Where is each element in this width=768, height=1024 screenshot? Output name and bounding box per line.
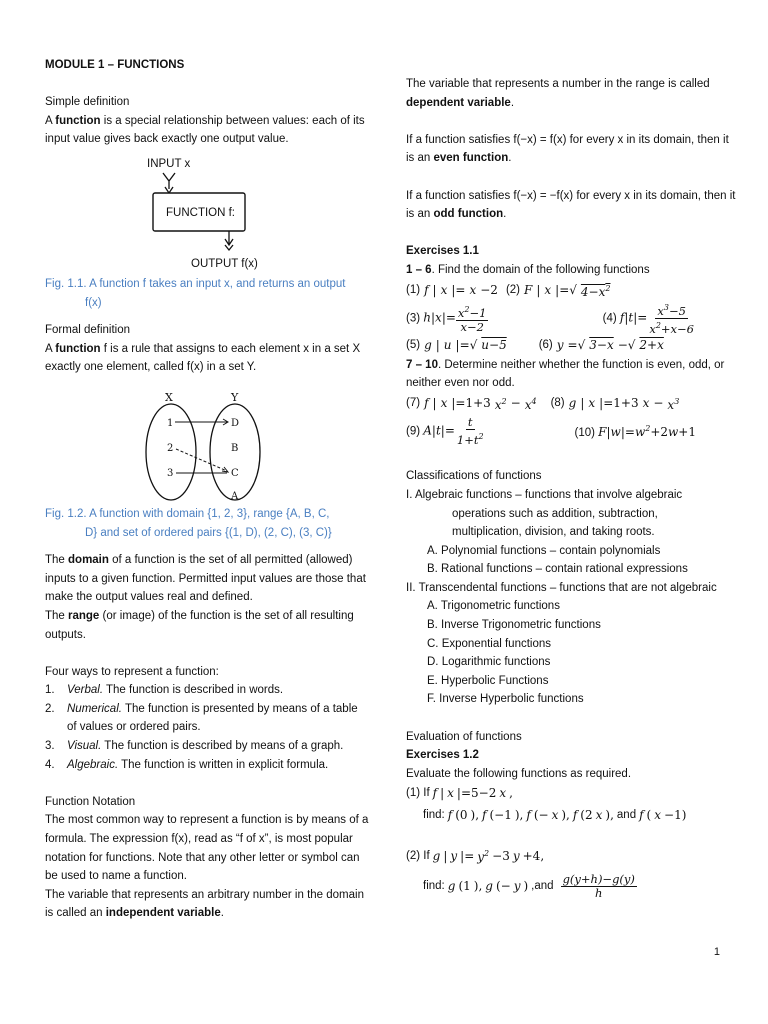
way-item: 4. Algebraic. The function is written in explicit formula.	[45, 758, 329, 771]
domain-element: 2	[167, 442, 174, 454]
exercise-row: (1) If f | x |=5−2 x ,	[406, 786, 513, 801]
right-column	[406, 75, 736, 906]
domain-element: 3	[167, 467, 174, 479]
classification-algebraic: I. Algebraic functions – functions that involve algebraic	[406, 488, 683, 501]
mapping-diagram	[45, 377, 370, 507]
input-label: INPUT x	[147, 157, 191, 170]
function-notation-heading: Function Notation	[45, 795, 136, 808]
way-item: 1. Verbal. The function is described in words.	[45, 684, 284, 697]
exercises-1-2-instructions: Evaluate the following functions as required.	[406, 767, 632, 780]
odd-function-text: If a function satisfies f(−x) = −f(x) for every x in its domain, then it is an odd function.	[406, 189, 736, 221]
four-ways-heading: Four ways to represent a function:	[45, 665, 219, 678]
even-function-text: If a function satisfies f(−x) = f(x) for every x in its domain, then it is an even function.	[406, 133, 729, 165]
classification-item: B. Rational functions – contain rational expressions	[427, 563, 688, 576]
fig2-caption: Fig. 1.2. A function with domain {1, 2, 3}, range {A, B, C,	[45, 507, 330, 520]
page-number: 1	[713, 946, 720, 958]
exercise-row: (1) f | x |= x −2 (2) F | x |=√ $4-x^2$	[406, 283, 611, 299]
function-notation-text: The most common way to represent a function is by means of a formula. The expression f(x), read as “f of x”, is most popular notation for functions. Note that any other letter or symbol can be used to name a function.	[45, 814, 369, 883]
way-item: 3. Visual. The function is described by means of a graph.	[45, 740, 344, 753]
output-label: OUTPUT f(x)	[191, 257, 258, 270]
classification-item: C. Exponential functions	[427, 637, 552, 650]
classification-item: E. Hyperbolic Functions	[427, 674, 549, 687]
exercise-row: (7) f | x |=1+3 $x^2$ − $x^4$ (8) g | x |=1+3 x − $x^3$	[406, 396, 680, 412]
classification-text: operations such as addition, subtraction,	[452, 507, 658, 520]
exercises-1-1-instructions: 1 – 6. Find the domain of the following functions	[406, 263, 650, 276]
evaluation-heading: Evaluation of functions	[406, 730, 522, 743]
exercise-row: (2) If g | y |= $y^2$ −3 y +4,	[406, 848, 545, 865]
range-element: D	[231, 417, 240, 429]
classification-item: B. Inverse Trigonometric functions	[427, 619, 601, 632]
exercise-row: (3) h|x|= $\frac{x^2-1}{x-2}$ (4) f|t|= $\frac{x^3-5}{x^2+x-6}$	[406, 303, 694, 336]
exercises-1-1-heading: Exercises 1.1	[406, 245, 479, 258]
classification-item: A. Trigonometric functions	[427, 600, 560, 613]
set-x-label: X	[165, 390, 173, 404]
exercises-1-2-heading: Exercises 1.2	[406, 749, 479, 762]
formal-definition-heading: Formal definition	[45, 324, 131, 337]
range-definition: The range (or image) of the function is the set of all resulting outputs.	[45, 609, 354, 641]
exercises-7-10-instructions: 7 – 10. Determine neither whether the function is even, odd, or neither even nor odd.	[406, 358, 725, 390]
classification-transcendental: II. Transcendental functions – functions that are not algebraic	[406, 581, 717, 594]
way-item: 2. Numerical. The function is presented by means of a table of values or ordered pairs.	[45, 702, 358, 734]
domain-element: 1	[167, 417, 174, 429]
formal-definition-text: A function f is a rule that assigns to each element x in a set X exactly one element, called f(x) in a set Y.	[45, 342, 361, 374]
fig1-caption: Fig. 1.1. A function f takes an input x, and returns an output	[45, 277, 346, 290]
exercise-row: (9) A|t|= $\frac{t}{1+t^2}$ (10) $F|w|=w^2+2w+1$	[406, 415, 696, 448]
function-box-label: FUNCTION f:	[166, 206, 235, 219]
simple-definition-heading: Simple definition	[45, 96, 130, 109]
fig2-caption-cont: D} and set of ordered pairs {(1, D), (2, C), (3, C)}	[85, 526, 332, 539]
fig1-caption-cont: f(x)	[85, 296, 102, 309]
classification-item: D. Logarithmic functions	[427, 656, 551, 669]
classification-item: A. Polynomial functions – contain polynomials	[427, 544, 661, 557]
classifications-heading: Classifications of functions	[406, 470, 542, 483]
function-machine-diagram	[45, 149, 370, 283]
range-element: A	[231, 490, 239, 502]
left-column	[45, 56, 370, 923]
module-title: MODULE 1 – FUNCTIONS	[45, 59, 185, 71]
exercise-row: (5) g | u |=√ u−5 (6) y =√ 3−x −√ 2+x	[406, 338, 664, 353]
exercise-row: find: g (1 ), g (− y ) ,and $\frac{g(y+h)-g(y)}{h}$	[423, 871, 635, 900]
independent-variable-text: The variable that represents an arbitrary number in the domain is called an independent variable.	[45, 888, 364, 920]
exercise-row: find: f (0 ), f (−1 ), f (− x ), f (2 x ), and f ( x −1)	[423, 808, 687, 823]
domain-definition: The domain of a function is the set of all permitted (allowed) inputs to a given function. Permitted input values are those that make the output values real and defined.	[45, 554, 366, 604]
simple-definition-text: A function is a special relationship between values: each of its input value gives back exactly one output value.	[45, 114, 365, 146]
set-y-label: Y	[231, 390, 239, 404]
range-element: B	[231, 442, 239, 454]
range-element: C	[231, 467, 239, 479]
classification-text: multiplication, division, and taking roots.	[452, 526, 655, 539]
classification-item: F. Inverse Hyperbolic functions	[427, 693, 584, 706]
dependent-variable-text: The variable that represents a number in the range is called dependent variable.	[406, 78, 710, 109]
